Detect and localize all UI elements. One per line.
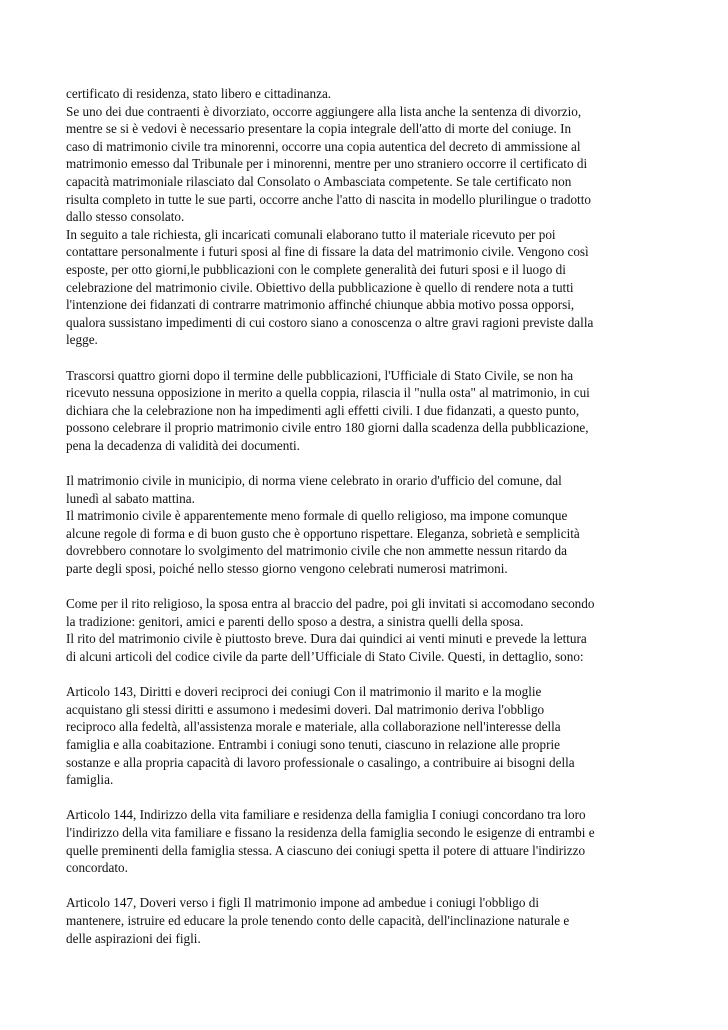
text-line: possono celebrare il proprio matrimonio civile entro 180 giorni dalla scadenza della pubblicazione, [66,420,589,436]
text-line: matrimonio emesso dal Tribunale per i minorenni, mentre per uno straniero occorre il certificato di [66,156,588,172]
text-line: ricevuto nessuna opposizione in merito a quella coppia, rilascia il "nulla osta" al matrimonio, in cui [66,385,590,401]
text-line: capacità matrimoniale rilasciato dal Consolato o Ambasciata competente. Se tale certificato non [66,173,572,189]
text-line: sostanze e alla propria capacità di lavoro professionale o casalingo, a contribuire ai bisogni della [66,754,575,770]
text-line: la tradizione: genitori, amici e parenti dello sposo a destra, a sinistra quelli della sposa. [66,613,524,629]
text-line: In seguito a tale richiesta, gli incaricati comunali elaborano tutto il materiale ricevuto per poi [66,226,556,242]
paragraph-celebration [66,472,662,578]
text-line: certificato di residenza, stato libero e cittadinanza. [66,86,332,101]
paragraph-rite [66,595,662,665]
text-line: Il rito del matrimonio civile è piuttosto breve. Dura dai quindici ai venti minuti e prevede la lettura [66,631,587,647]
text-line: caso di matrimonio civile tra minorenni, occorre una copia autentica del decreto di ammissione al [66,138,581,154]
text-line: lunedì al sabato mattina. [66,490,195,506]
text-line: alcune regole di forma e di buon gusto che è opportuno rispettare. Eleganza, sobrietà e semplicità [66,525,580,541]
text-line: qualora sussistano impedimenti di cui costoro siano a conoscenza o altre gravi ragioni previste dalla [66,314,594,330]
text-line: Come per il rito religioso, la sposa entra al braccio del padre, poi gli invitati si accomodano secondo [66,596,595,612]
text-line: Articolo 143, Diritti e doveri reciproci dei coniugi Con il matrimonio il marito e la moglie [66,684,542,700]
document-page [66,85,662,965]
text-line: Il matrimonio civile in municipio, di norma viene celebrato in orario d'ufficio del comune, dal [66,473,562,489]
text-line: delle aspirazioni dei figli. [66,930,201,946]
text-line: Se uno dei due contraenti è divorziato, occorre aggiungere alla lista anche la sentenza di divorzio, [66,103,582,119]
text-line: parte degli sposi, poiché nello stesso giorno vengono celebrati numerosi matrimoni. [66,561,508,577]
text-line: famiglia e alla coabitazione. Entrambi i coniugi sono tenuti, ciascuno in relazione alle proprie [66,736,560,752]
paragraph-article-143 [66,683,662,789]
text-line: mentre se si è vedovi è necessario presentare la copia integrale dell'atto di morte del coniuge. In [66,121,572,137]
text-line: Trascorsi quattro giorni dopo il termine delle pubblicazioni, l'Ufficiale di Stato Civile, se non ha [66,367,574,383]
text-line: contattare personalmente i futuri sposi al fine di fissare la data del matrimonio civile. Vengono così [66,244,589,260]
text-line: Articolo 144, Indirizzo della vita familiare e residenza della famiglia I coniugi concordano tra loro [66,807,586,823]
text-line: reciproco alla fedeltà, all'assistenza morale e materiale, alla collaborazione nell'interesse della [66,719,561,735]
paragraph-article-144 [66,806,662,876]
text-line: risulta completo in tutte le sue parti, occorre anche l'atto di nascita in modello plurilingue o tradotto [66,191,591,207]
paragraph-nulla-osta [66,367,662,455]
text-line: dovrebbero connotare lo svolgimento del matrimonio civile che non ammette nessun ritardo da [66,543,567,559]
text-line: mantenere, istruire ed educare la prole tenendo conto delle capacità, dell'inclinazione naturale e [66,912,570,928]
text-line: concordato. [66,860,128,876]
text-line: famiglia. [66,772,114,788]
paragraph-requirements [66,85,662,349]
text-line: acquistano gli stessi diritti e assumono i medesimi doveri. Dal matrimonio deriva l'obbligo [66,701,545,717]
text-line: di alcuni articoli del codice civile da parte dell’Ufficiale di Stato Civile. Questi, in dettaglio, sono: [66,649,584,664]
paragraph-article-147 [66,894,662,947]
text-line: quelle preminenti della famiglia stessa. A ciascuno dei coniugi spetta il potere di attuare l'indirizzo [66,842,586,858]
text-line: pena la decadenza di validità dei documenti. [66,437,300,453]
text-line: Il matrimonio civile è apparentemente meno formale di quello religioso, ma impone comunque [66,508,568,524]
text-line: dichiara che la celebrazione non ha impedimenti agli effetti civili. I due fidanzati, a questo punto, [66,402,580,418]
text-line: dallo stesso consolato. [66,209,185,225]
text-line: esposte, per otto giorni,le pubblicazioni con le complete generalità dei futuri sposi e il luogo di [66,261,566,277]
text-line: Articolo 147, Doveri verso i figli Il matrimonio impone ad ambedue i coniugi l'obbligo di [66,895,540,911]
text-line: legge. [66,332,98,348]
text-line: l'intenzione dei fidanzati di contrarre matrimonio affinché chiunque abbia motivo possa opporsi, [66,297,575,313]
text-line: l'indirizzo della vita familiare e fissano la residenza della famiglia secondo le esigenze di entrambi e [66,824,595,840]
text-line: celebrazione del matrimonio civile. Obiettivo della pubblicazione è quello di rendere nota a tutti [66,279,574,295]
